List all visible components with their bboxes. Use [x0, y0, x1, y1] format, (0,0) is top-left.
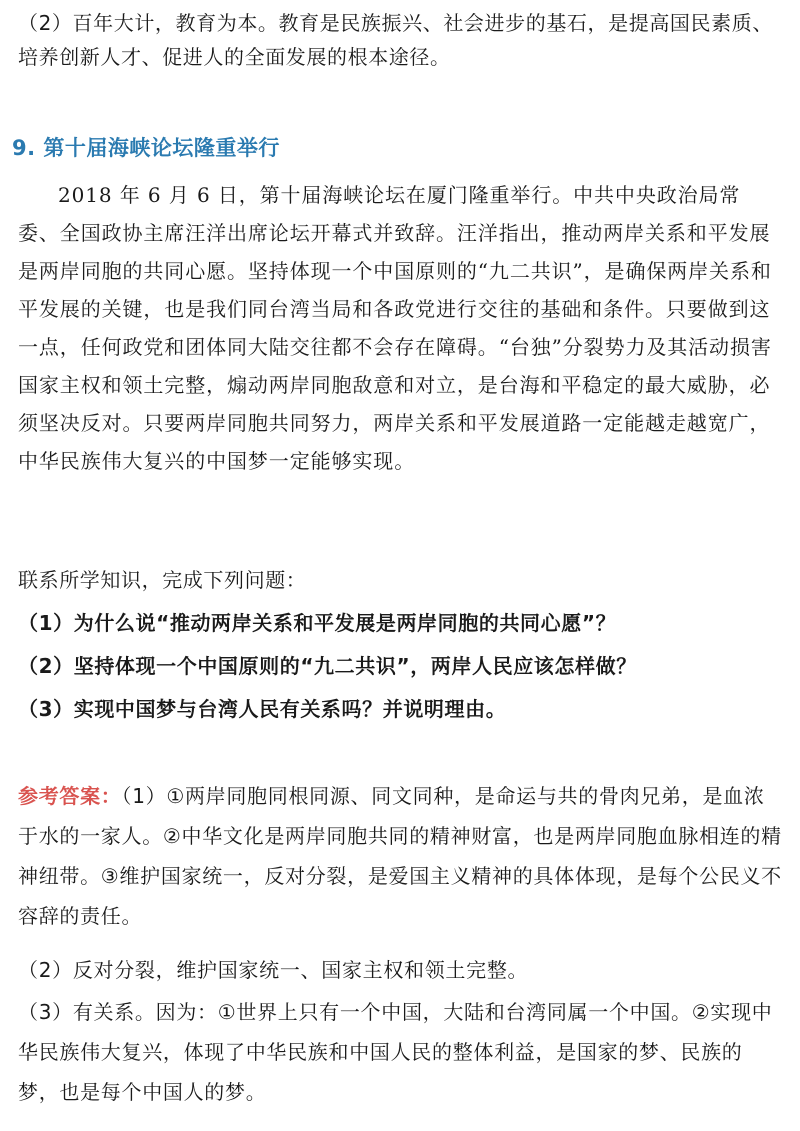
question-2: （2）坚持体现一个中国原则的“九二共识”，两岸人民应该怎样做？: [18, 654, 637, 678]
answer-part-1-text: （1）①两岸同胞同根同源、同文同种，是命运与共的骨肉兄弟，是血浓于水的一家人。②中华文化是两岸同胞共同的精神财富，也是两岸同胞血脉相连的精神纽带。③维护国家统一，反对分裂，是爱国主义精神的具体体现，是每个公民义不容辞的责任。: [18, 784, 782, 928]
article-paragraph: 2018 年 6 月 6 日，第十届海峡论坛在厦门隆重举行。中共中央政治局常委、全国政协主席汪洋出席论坛开幕式并致辞。汪洋指出，推动两岸关系和平发展是两岸同胞的共同心愿。坚持体现一个中国原则的“九二共识”，是确保两岸关系和平发展的关键，也是我们同台湾当局和各政党进行交往的基础和条件。只要做到这一点，任何政党和团体同大陆交往都不会存在障碍。“台独”分裂势力及其活动损害国家主权和领土完整，煽动两岸同胞敌意和对立，是台海和平稳定的最大威胁，必须坚决反对。只要两岸同胞共同努力，两岸关系和平发展道路一定能越走越宽广，中华民族伟大复兴的中国梦一定能够实现。: [18, 183, 772, 473]
questions-prompt: 联系所学知识，完成下列问题：: [18, 568, 307, 592]
answer-part-3: （3）有关系。因为：①世界上只有一个中国，大陆和台湾同属一个中国。②实现中华民族伟大复兴，体现了中华民族和中国人民的整体利益，是国家的梦、民族的梦，也是每个中国人的梦。: [18, 1000, 773, 1104]
answer-label: 参考答案：: [18, 784, 122, 808]
answer-part-2: （2）反对分裂，维护国家统一、国家主权和领土完整。: [18, 958, 529, 982]
question-3: （3）实现中国梦与台湾人民有关系吗？并说明理由。: [18, 697, 507, 721]
question-1: （1）为什么说“推动两岸关系和平发展是两岸同胞的共同心愿”？: [18, 611, 617, 635]
answer-part-1: [18, 776, 782, 936]
section-heading: 9. 第十届海峡论坛隆重举行: [12, 136, 280, 160]
intro-point-paragraph: （2）百年大计，教育为本。教育是民族振兴、社会进步的基石，是提高国民素质、培养创新人才、促进人的全面发展的根本途径。: [18, 11, 773, 69]
